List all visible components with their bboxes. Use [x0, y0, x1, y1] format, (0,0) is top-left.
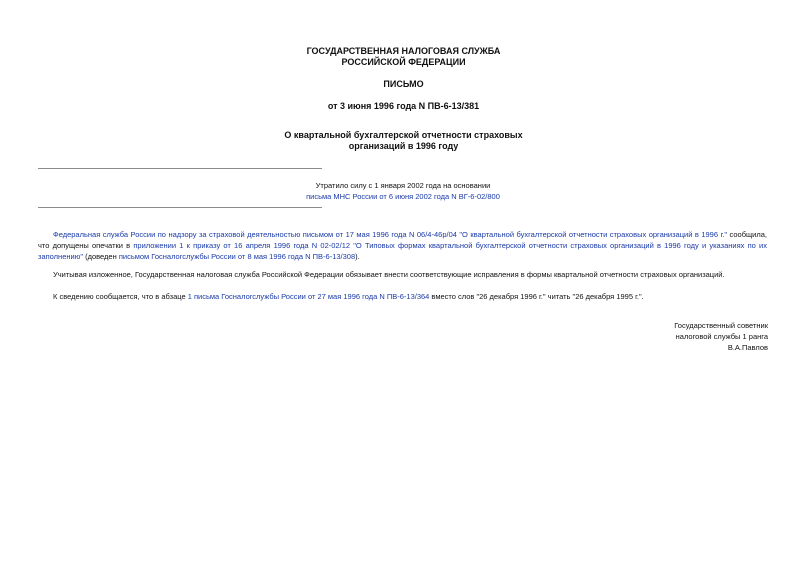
- subject-line-2: организаций в 1996 году: [348, 141, 459, 151]
- paragraph-3-text-2: вместо слов "26 декабря 1996 г." читать "26 декабря 1995 г.".: [429, 292, 644, 301]
- paragraph-1-text-1: сообщила, что допущены опечатки в: [38, 230, 767, 250]
- revocation-note: [230, 180, 576, 202]
- paragraph-1: [38, 229, 767, 262]
- gns-letter-364-link[interactable]: 1 письма Госналогслужбы России от 27 мая 1996 года N ПВ-6-13/364: [187, 292, 430, 301]
- subject-line-1: О квартальной бухгалтерской отчетности страховых: [284, 130, 523, 140]
- signature-block: [674, 320, 768, 353]
- document-type: ПИСЬМО: [383, 79, 424, 89]
- revocation-text: Утратило силу с 1 января 2002 года на основании: [315, 181, 491, 190]
- org-line-2: РОССИЙСКОЙ ФЕДЕРАЦИИ: [341, 57, 466, 67]
- document-subject: [0, 130, 807, 152]
- issuing-organization: [0, 46, 807, 68]
- org-line-1: ГОСУДАРСТВЕННАЯ НАЛОГОВАЯ СЛУЖБА: [306, 46, 501, 56]
- paragraph-3: [38, 291, 767, 302]
- paragraph-2: Учитывая изложенное, Государственная налоговая служба Российской Федерации обязывает внести соответствующие исправления в формы квартальной отчетности страховых организаций.: [53, 270, 725, 279]
- gns-letter-link[interactable]: письмом Госналогслужбы России от 8 мая 1996 года N ПВ-6-13/308: [118, 252, 356, 261]
- divider-top: [38, 168, 322, 169]
- signer-title-1: Государственный советник: [674, 321, 768, 330]
- signer-title-2: налоговой службы 1 ранга: [675, 332, 768, 341]
- order-appendix-link[interactable]: приложении 1 к приказу от 16 апреля 1996 года N 02-02/12 "О Типовых формах квартальной бухгалтерской отчетности страховых организаций в 1996 году и указаниях по их заполнению": [38, 241, 767, 261]
- revocation-link[interactable]: письма МНС России от 6 июня 2002 года N ВГ-6-02/800: [306, 192, 500, 201]
- divider-bottom: [38, 207, 322, 208]
- paragraph-1-text-2: (доведен: [83, 252, 119, 261]
- paragraph-1-text-3: ).: [355, 252, 360, 261]
- fsnsd-letter-link[interactable]: Федеральная служба России по надзору за страховой деятельностью письмом от 17 мая 1996 года N 06/4-46р/04 "О квартальной бухгалтерской отчетности страховых организаций в 1996 г.": [53, 230, 728, 239]
- document-date-number: от 3 июня 1996 года N ПВ-6-13/381: [327, 101, 480, 111]
- paragraph-3-text-1: К сведению сообщается, что в абзаце: [53, 292, 188, 301]
- signer-name: В.А.Павлов: [727, 343, 768, 352]
